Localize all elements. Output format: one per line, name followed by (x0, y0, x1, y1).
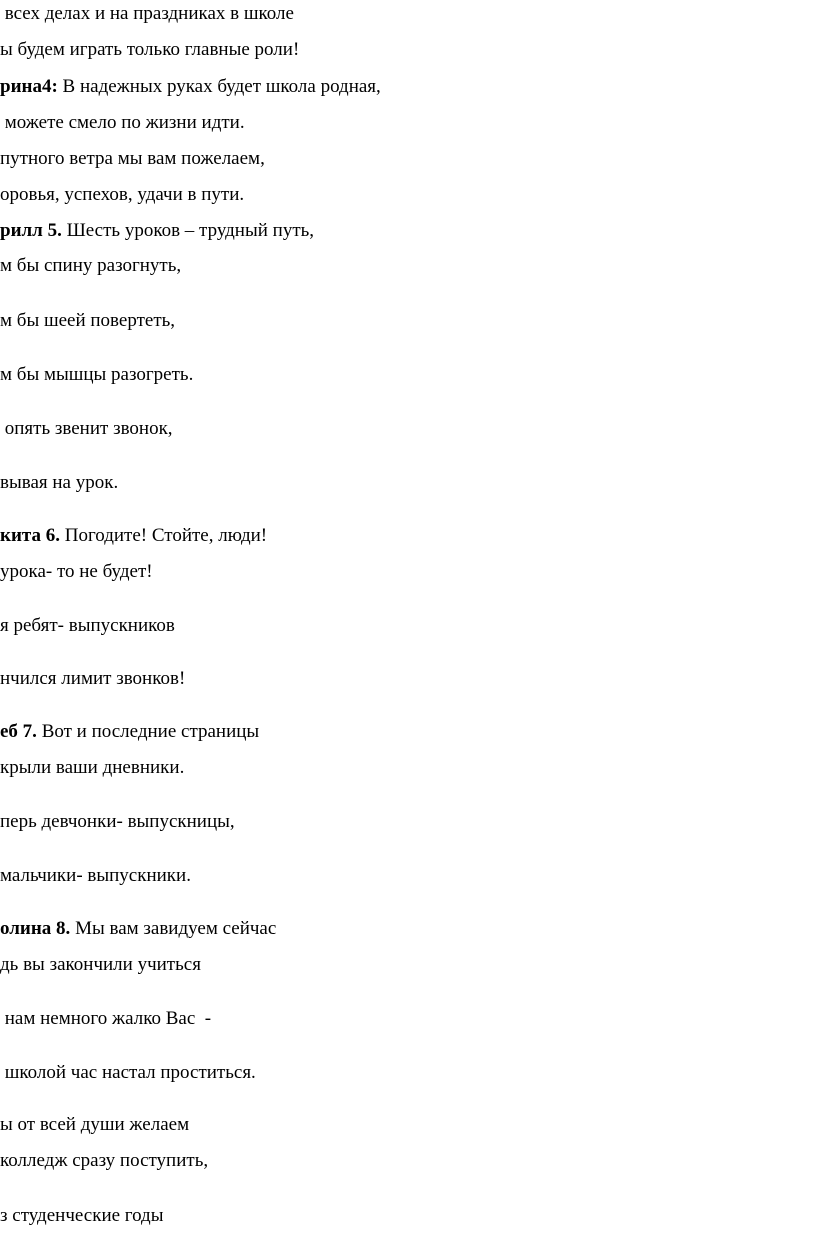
speaker-name: олина 8. (0, 918, 71, 939)
speaker-name: рилл 5. (0, 220, 62, 241)
text-line (0, 417, 173, 441)
line-text: ы от всей души желаем (0, 1114, 190, 1135)
line-text: колледж сразу поступить, (0, 1150, 209, 1171)
text-line (0, 254, 181, 278)
text-line (0, 1007, 211, 1031)
speaker-name: кита 6. (0, 525, 60, 546)
line-text: нам немного жалко Вас - (0, 1008, 212, 1029)
text-line (0, 1113, 189, 1137)
text-line (0, 183, 244, 207)
line-text: м бы шеей повертеть, (0, 310, 176, 331)
line-text: В надежных руках будет школа родная, (57, 76, 381, 97)
text-line (0, 810, 235, 834)
line-text: можете смело по жизни идти. (0, 112, 245, 133)
line-text: нчился лимит звонков! (0, 668, 186, 689)
line-text: мальчики- выпускники. (0, 865, 191, 886)
text-line (0, 1149, 208, 1173)
text-line (0, 917, 276, 941)
line-text: крыли ваши дневники. (0, 757, 185, 778)
line-text: опять звенит звонок, (0, 418, 173, 439)
line-text: з студенческие годы (0, 1205, 164, 1226)
line-text: всех делах и на праздниках в школе (0, 3, 294, 24)
speaker-name: еб 7. (0, 721, 37, 742)
line-text: урока- то не будет! (0, 561, 153, 582)
text-line (0, 2, 294, 26)
text-line (0, 75, 381, 99)
text-line (0, 309, 175, 333)
text-line (0, 111, 245, 135)
line-text: ы будем играть только главные роли! (0, 39, 300, 60)
text-line (0, 219, 314, 243)
line-text: я ребят- выпускников (0, 615, 175, 636)
text-line (0, 953, 201, 977)
text-line (0, 471, 118, 495)
text-line (0, 720, 259, 744)
line-text: перь девчонки- выпускницы, (0, 811, 235, 832)
line-text: Вот и последние страницы (36, 721, 260, 742)
text-line (0, 614, 175, 638)
text-line (0, 147, 265, 171)
line-text: оровья, успехов, удачи в пути. (0, 184, 245, 205)
text-line (0, 1204, 164, 1228)
text-line (0, 363, 193, 387)
line-text: дь вы закончили учиться (0, 954, 201, 975)
text-line (0, 560, 153, 584)
line-text: вывая на урок. (0, 472, 119, 493)
text-line (0, 756, 184, 780)
text-line (0, 524, 267, 548)
line-text: Погодите! Стойте, люди! (59, 525, 268, 546)
line-text: школой час настал проститься. (0, 1062, 256, 1083)
line-text: м бы мышцы разогреть. (0, 364, 194, 385)
line-text: м бы спину разогнуть, (0, 255, 182, 276)
line-text: Шесть уроков – трудный путь, (61, 220, 315, 241)
line-text: Мы вам завидуем сейчас (70, 918, 277, 939)
line-text: путного ветра мы вам пожелаем, (0, 148, 265, 169)
speaker-name: рина4: (0, 76, 58, 97)
text-line (0, 1061, 256, 1085)
text-line (0, 38, 299, 62)
text-line (0, 864, 191, 888)
text-line (0, 667, 185, 691)
